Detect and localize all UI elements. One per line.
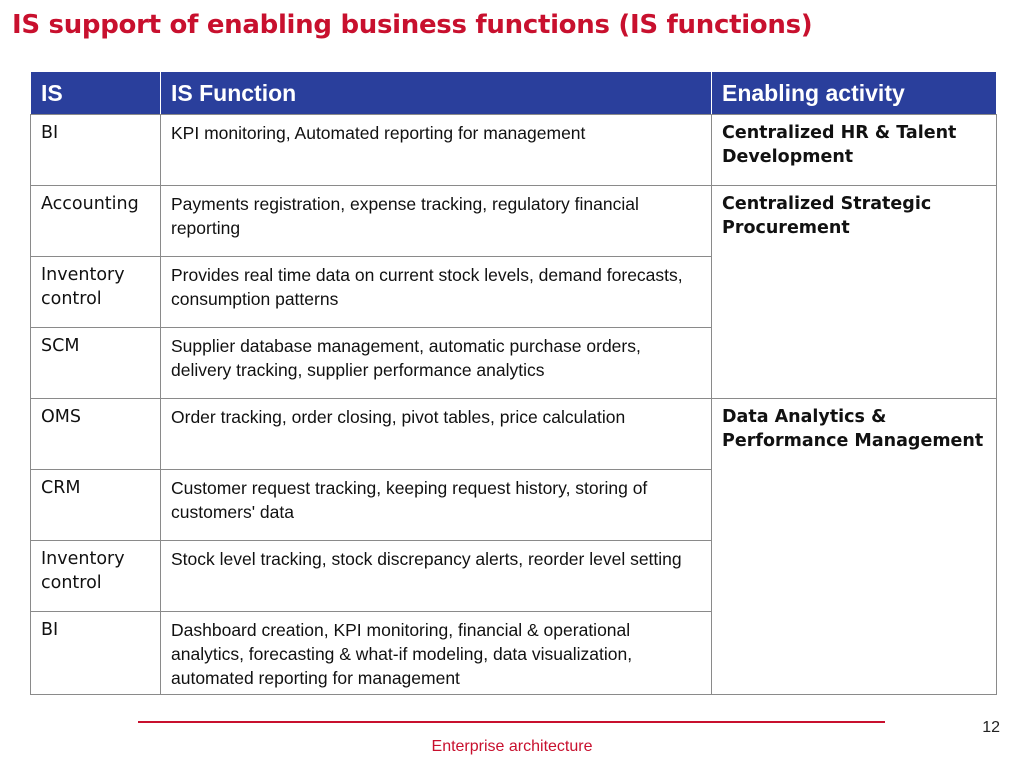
is-cell: BI <box>31 115 161 186</box>
slide-title: IS support of enabling business functions (IS functions) <box>12 10 813 40</box>
function-cell: Dashboard creation, KPI monitoring, financial & operational analytics, forecasting & what-if modeling, data visualization, automated reporting for management <box>161 612 712 695</box>
table-header-row <box>31 72 997 115</box>
function-cell: Supplier database management, automatic purchase orders, delivery tracking, supplier performance analytics <box>161 328 712 399</box>
is-cell: SCM <box>31 328 161 399</box>
function-cell: Order tracking, order closing, pivot tables, price calculation <box>161 399 712 470</box>
header-is: IS <box>31 72 161 115</box>
table-row <box>31 186 997 257</box>
is-cell: BI <box>31 612 161 695</box>
footer-divider <box>138 721 885 723</box>
is-cell: Accounting <box>31 186 161 257</box>
is-cell: Inventory control <box>31 541 161 612</box>
activity-cell-hr-talent: Centralized HR & Talent Development <box>712 115 997 186</box>
activity-cell-data-analytics: Data Analytics & Performance Management <box>712 399 997 695</box>
function-cell: KPI monitoring, Automated reporting for management <box>161 115 712 186</box>
function-cell: Stock level tracking, stock discrepancy alerts, reorder level setting <box>161 541 712 612</box>
header-enabling-activity: Enabling activity <box>712 72 997 115</box>
function-cell: Provides real time data on current stock levels, demand forecasts, consumption patterns <box>161 257 712 328</box>
function-cell: Customer request tracking, keeping request history, storing of customers' data <box>161 470 712 541</box>
is-cell: Inventory control <box>31 257 161 328</box>
is-cell: CRM <box>31 470 161 541</box>
table-row <box>31 399 997 470</box>
activity-cell-procurement: Centralized Strategic Procurement <box>712 186 997 399</box>
header-is-function: IS Function <box>161 72 712 115</box>
is-cell: OMS <box>31 399 161 470</box>
table-row <box>31 115 997 186</box>
page-number: 12 <box>982 719 1000 736</box>
is-functions-table <box>30 71 997 695</box>
function-cell: Payments registration, expense tracking, regulatory financial reporting <box>161 186 712 257</box>
footer-caption: Enterprise architecture <box>431 738 593 755</box>
